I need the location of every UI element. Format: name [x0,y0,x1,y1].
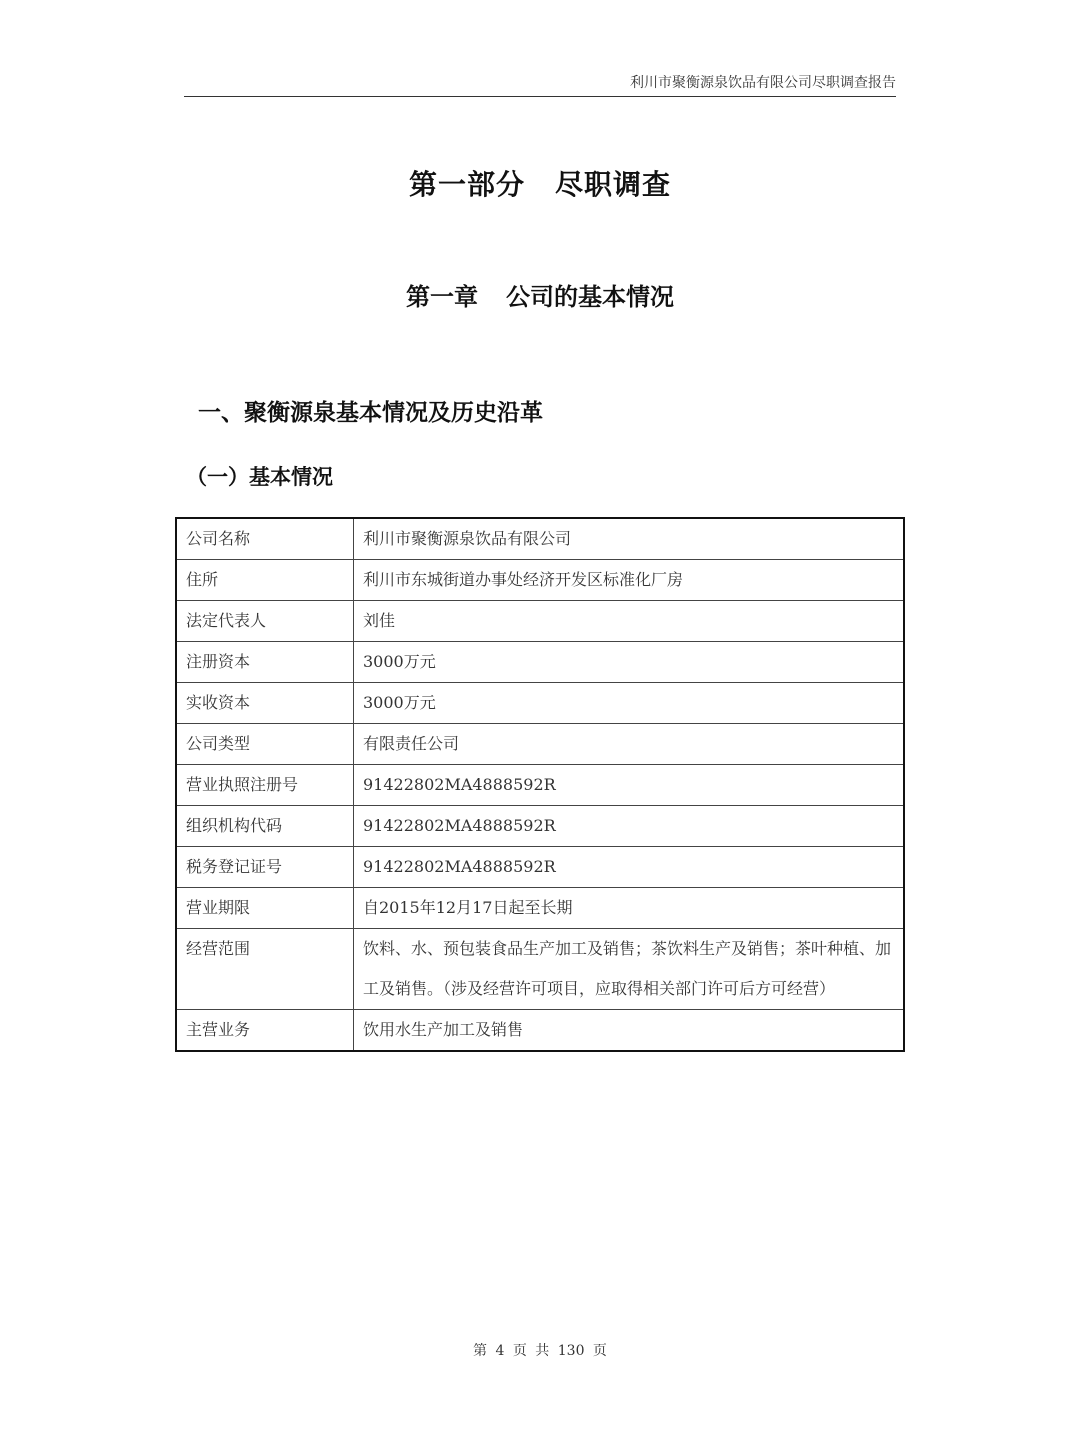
table-row [176,929,904,1010]
row-value: 饮用水生产加工及销售 [354,1010,905,1052]
row-value: 饮料、水、预包装食品生产加工及销售；茶饮料生产及销售；茶叶种植、加工及销售。（涉及经营许可项目，应取得相关部门许可后方可经营） [354,929,905,1010]
table-row [176,560,904,601]
table-row [176,765,904,806]
part-name: 尽职调查 [555,168,672,201]
row-label: 实收资本 [176,683,354,724]
row-value: 91422802MA4888592R [354,765,905,806]
chapter-name: 公司的基本情况 [506,283,674,311]
row-label: 营业期限 [176,888,354,929]
row-label: 主营业务 [176,1010,354,1052]
row-value: 3000万元 [354,683,905,724]
row-value: 91422802MA4888592R [354,806,905,847]
page-header [184,74,896,97]
report-title: 利川市聚衡源泉饮品有限公司尽职调查报告 [630,75,896,91]
section-title: 一、聚衡源泉基本情况及历史沿革 [198,400,543,426]
table-row [176,1010,904,1052]
row-label: 住所 [176,560,354,601]
row-label: 组织机构代码 [176,806,354,847]
table-row [176,518,904,560]
company-info-table [175,517,905,1052]
page-number: 第 4 页 共 130 页 [473,1343,607,1359]
chapter-number: 第一章 [406,283,478,311]
row-label: 法定代表人 [176,601,354,642]
table-row [176,683,904,724]
table-row [176,847,904,888]
part-title [0,163,1080,203]
row-value: 利川市东城街道办事处经济开发区标准化厂房 [354,560,905,601]
part-number: 第一部分 [408,168,525,201]
row-value: 刘佳 [354,601,905,642]
row-value: 有限责任公司 [354,724,905,765]
chapter-title [0,277,1080,312]
row-label: 公司名称 [176,518,354,560]
row-value: 自2015年12月17日起至长期 [354,888,905,929]
table-row [176,724,904,765]
subsection-title: （一）基本情况 [186,465,333,489]
table-row [176,806,904,847]
row-value: 91422802MA4888592R [354,847,905,888]
row-label: 经营范围 [176,929,354,1010]
row-value: 3000万元 [354,642,905,683]
table-row [176,888,904,929]
row-label: 公司类型 [176,724,354,765]
table-row [176,601,904,642]
row-label: 税务登记证号 [176,847,354,888]
row-label: 营业执照注册号 [176,765,354,806]
row-label: 注册资本 [176,642,354,683]
table-row [176,642,904,683]
row-value: 利川市聚衡源泉饮品有限公司 [354,518,905,560]
